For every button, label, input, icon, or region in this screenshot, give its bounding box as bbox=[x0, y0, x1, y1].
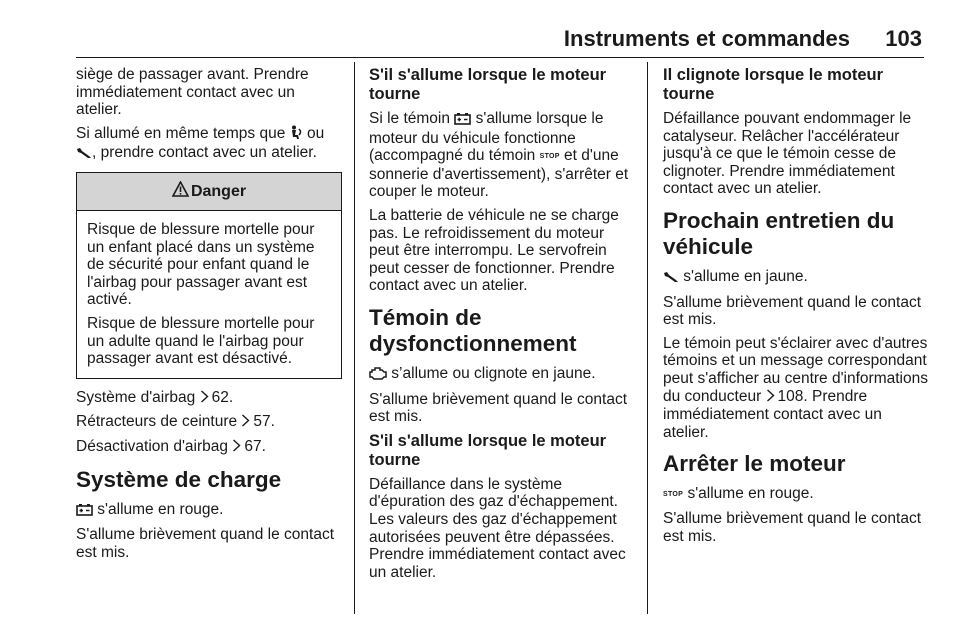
page-ref[interactable]: 108. bbox=[777, 387, 808, 405]
section-heading: Système de charge bbox=[76, 466, 282, 492]
column-divider bbox=[647, 62, 648, 614]
text: , prendre contact avec un atelier. bbox=[92, 144, 317, 162]
column-3 bbox=[663, 66, 929, 551]
text: s’allume ou clignote en jaune. bbox=[387, 364, 596, 382]
cross-reference[interactable] bbox=[76, 389, 342, 408]
text: Si le témoin bbox=[369, 110, 455, 127]
header-rule bbox=[76, 57, 924, 58]
text: ou bbox=[302, 124, 325, 142]
column-divider bbox=[354, 62, 355, 614]
subheading: Il clignote lorsque le moteur tourne bbox=[663, 66, 884, 103]
text: Système d'airbag bbox=[76, 388, 200, 406]
section-heading: Témoin de dysfonctionnement bbox=[369, 304, 577, 356]
page-ref: 57. bbox=[253, 413, 275, 431]
engine-check-icon bbox=[369, 366, 387, 385]
paragraph: S'allume brièvement quand le contact est mis. bbox=[76, 526, 334, 561]
page-ref: 67. bbox=[244, 437, 266, 455]
paragraph: Défaillance dans le système d'épuration des gaz d'échappement. Les valeurs des gaz d'échappement autorisées peuvent être dépassées. Prendre immédiatement contact avec un atelier. bbox=[369, 475, 626, 581]
paragraph bbox=[663, 485, 929, 504]
airbag-person-icon bbox=[290, 125, 303, 145]
danger-header bbox=[77, 173, 341, 211]
text: Désactivation d'airbag bbox=[76, 437, 233, 455]
warning-triangle-icon bbox=[172, 181, 189, 202]
paragraph: S'allume brièvement quand le contact est mis. bbox=[663, 509, 921, 545]
paragraph: S'allume brièvement quand le contact est mis. bbox=[663, 293, 921, 329]
paragraph bbox=[663, 335, 929, 442]
page-reference-arrow-icon bbox=[241, 414, 253, 432]
battery-icon bbox=[76, 503, 93, 521]
text: s'allume en rouge. bbox=[683, 485, 814, 503]
paragraph bbox=[76, 125, 342, 164]
danger-title: Danger bbox=[190, 182, 247, 200]
danger-body bbox=[77, 211, 341, 378]
cross-reference[interactable] bbox=[76, 413, 342, 432]
paragraph bbox=[76, 501, 342, 521]
paragraph bbox=[663, 268, 929, 288]
text: Prendre immédiatement contact avec un atelier. bbox=[663, 387, 882, 441]
page-ref: 62. bbox=[211, 388, 234, 406]
paragraph: Défaillance pouvant endommager le catalyseur. Relâcher l'accélérateur jusqu'à ce que le témoin cesse de clignoter. Prendre immédiatement contact avec un atelier. bbox=[663, 110, 912, 198]
text: Si allumé en même temps que bbox=[76, 124, 290, 142]
text: et d'une sonnerie d'avertissement), s'arrêter et couper le moteur. bbox=[369, 147, 629, 201]
page-title: Instruments et commandes bbox=[563, 26, 850, 51]
column-2 bbox=[369, 66, 635, 587]
stop-icon: STOP bbox=[539, 153, 560, 161]
page-reference-arrow-icon bbox=[200, 390, 212, 408]
text: Rétracteurs de ceinture bbox=[76, 413, 242, 431]
wrench-icon bbox=[76, 146, 92, 164]
page-reference-arrow-icon bbox=[766, 389, 778, 407]
section-heading: Prochain entretien du véhicule bbox=[663, 207, 895, 259]
text: s'allume lorsque le moteur du véhicule fonctionne (accompagné du témoin bbox=[369, 110, 604, 165]
danger-paragraph: Risque de blessure mortelle pour un enfant placé dans un système de sécurité pour enfant quand le l'airbag pour passager avant est activé. bbox=[87, 220, 315, 309]
danger-paragraph: Risque de blessure mortelle pour un adulte quand le l'airbag pour passager avant est désactivé. bbox=[87, 314, 315, 368]
text: Le témoin peut s'éclairer avec d'autres témoins et un message correspondant peut s'afficher au centre d'informations du conducteur bbox=[663, 334, 928, 405]
column-1 bbox=[76, 66, 342, 567]
paragraph: S'allume brièvement quand le contact est mis. bbox=[369, 390, 627, 426]
danger-box bbox=[76, 172, 342, 379]
paragraph: La batterie de véhicule ne se charge pas. Le refroidissement du moteur peut être interrompu. Le servofrein peut cesser de fonctionner. Prendre contact avec un atelier. bbox=[369, 206, 619, 295]
section-heading: Arrêter le moteur bbox=[663, 451, 846, 477]
battery-icon bbox=[454, 112, 471, 130]
cross-reference[interactable] bbox=[76, 438, 342, 457]
page-reference-arrow-icon bbox=[232, 439, 244, 457]
page-number: 103 bbox=[885, 26, 922, 51]
paragraph bbox=[369, 110, 635, 201]
paragraph bbox=[369, 365, 635, 385]
paragraph: siège de passager avant. Prendre immédiatement contact avec un atelier. bbox=[76, 66, 309, 119]
subheading: S'il s'allume lorsque le moteur tourne bbox=[369, 431, 607, 469]
wrench-icon bbox=[663, 270, 679, 288]
subheading: S'il s'allume lorsque le moteur tourne bbox=[369, 66, 607, 103]
page-header bbox=[0, 0, 960, 60]
text: s'allume en rouge. bbox=[93, 500, 224, 518]
stop-icon: STOP bbox=[663, 491, 684, 499]
text: s'allume en jaune. bbox=[679, 267, 808, 285]
